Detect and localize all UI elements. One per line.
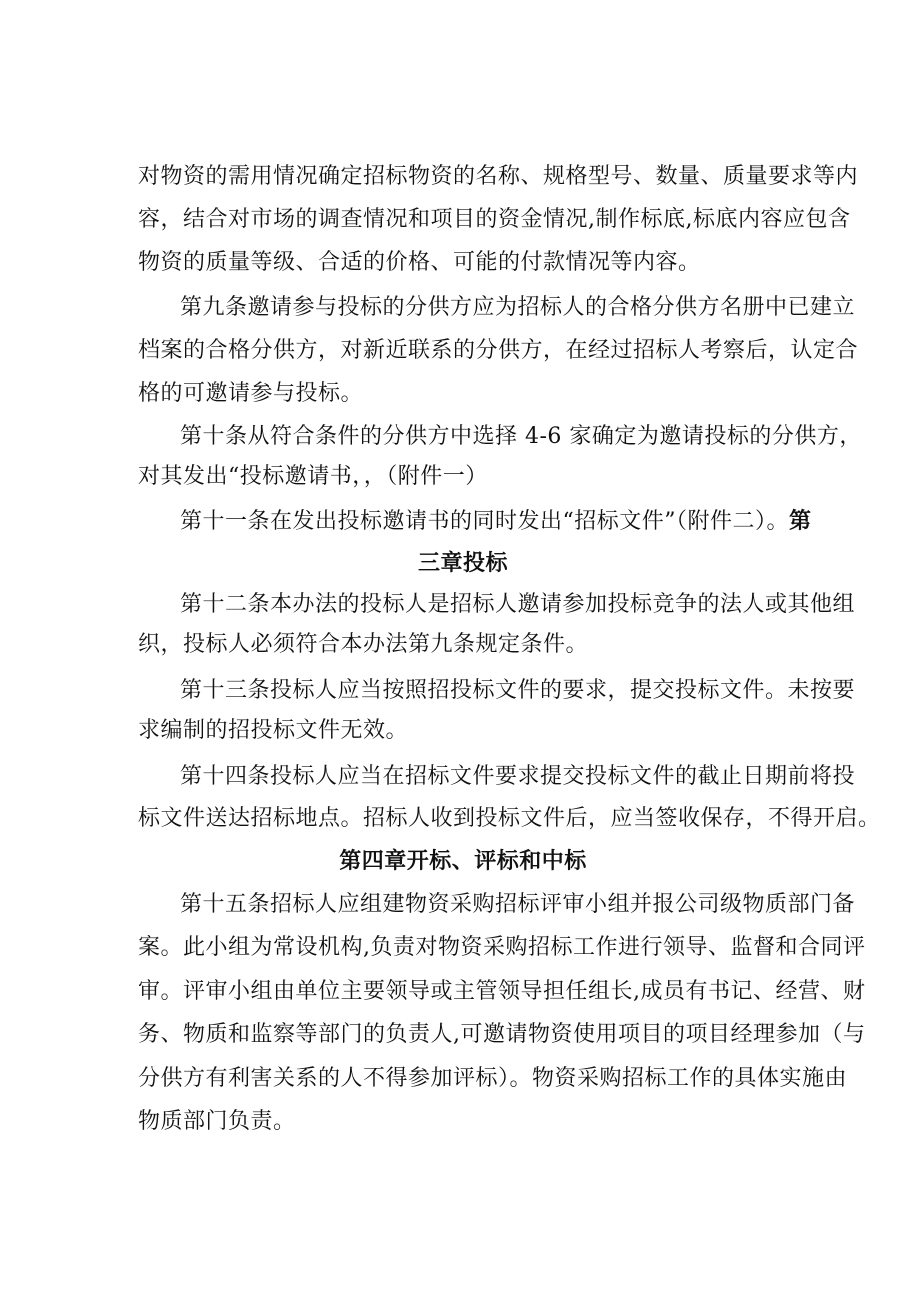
- article-15-line-2: 案。此小组为常设机构,负责对物资采购招标工作进行领导、监督和合同评: [138, 935, 866, 960]
- article-11-text: 第十一条在发出投标邀请书的同时发出“招标文件”（附件二）。: [180, 509, 789, 534]
- article-9-line-3: 格的可邀请参与投标。: [138, 381, 364, 406]
- article-14-line-2: 标文件送达招标地点。招标人收到投标文件后，应当签收保存，不得开启。: [138, 806, 881, 831]
- article-10-line-2: 对其发出“投标邀请书，，（附件一）: [138, 464, 488, 489]
- article-10-line-1: 第十条从符合条件的分供方中选择 4-6 家确定为邀请投标的分供方，: [180, 424, 862, 449]
- article-12-line-2: 织，投标人必须符合本办法第九条规定条件。: [138, 632, 589, 657]
- chapter-3-heading: 三章投标: [417, 550, 508, 576]
- chapter-4-heading: 第四章开标、评标和中标: [339, 848, 587, 874]
- article-11-chapter-prefix: 第: [789, 508, 812, 534]
- paragraph-1-line-3: 物资的质量等级、合适的价格、可能的付款情况等内容。: [138, 250, 701, 275]
- article-15-line-5: 分供方有利害关系的人不得参加评标）。物资采购招标工作的具体实施由: [138, 1066, 848, 1091]
- article-9-line-2: 档案的合格分供方，对新近联系的分供方，在经过招标人考察后，认定合: [138, 338, 859, 363]
- article-11-line-1: [180, 506, 812, 536]
- paragraph-1-line-1: 对物资的需用情况确定招标物资的名称、规格型号、数量、质量要求等内: [138, 164, 859, 189]
- article-14-line-1: 第十四条投标人应当在招标文件要求提交投标文件的截止日期前将投: [180, 764, 856, 789]
- article-15-line-3: 审。评审小组由单位主要领导或主管领导担任组长,成员有书记、经营、财: [138, 979, 866, 1004]
- article-15-line-1: 第十五条招标人应组建物资采购招标评审小组并报公司级物质部门备: [180, 892, 856, 917]
- article-9-line-1: 第九条邀请参与投标的分供方应为招标人的合格分供方名册中已建立: [180, 295, 856, 320]
- article-12-line-1: 第十二条本办法的投标人是招标人邀请参加投标竞争的法人或其他组: [180, 592, 856, 617]
- paragraph-1-line-2: 容，结合对市场的调查情况和项目的资金情况,制作标底,标底内容应包含: [138, 207, 851, 232]
- article-15-line-6: 物质部门负责。: [138, 1109, 296, 1134]
- article-15-line-4: 务、物质和监察等部门的负责人,可邀请物资使用项目的项目经理参加（与: [138, 1022, 866, 1047]
- article-13-line-1: 第十三条投标人应当按照招投标文件的要求，提交投标文件。未按要: [180, 678, 856, 703]
- article-13-line-2: 求编制的招投标文件无效。: [138, 718, 409, 743]
